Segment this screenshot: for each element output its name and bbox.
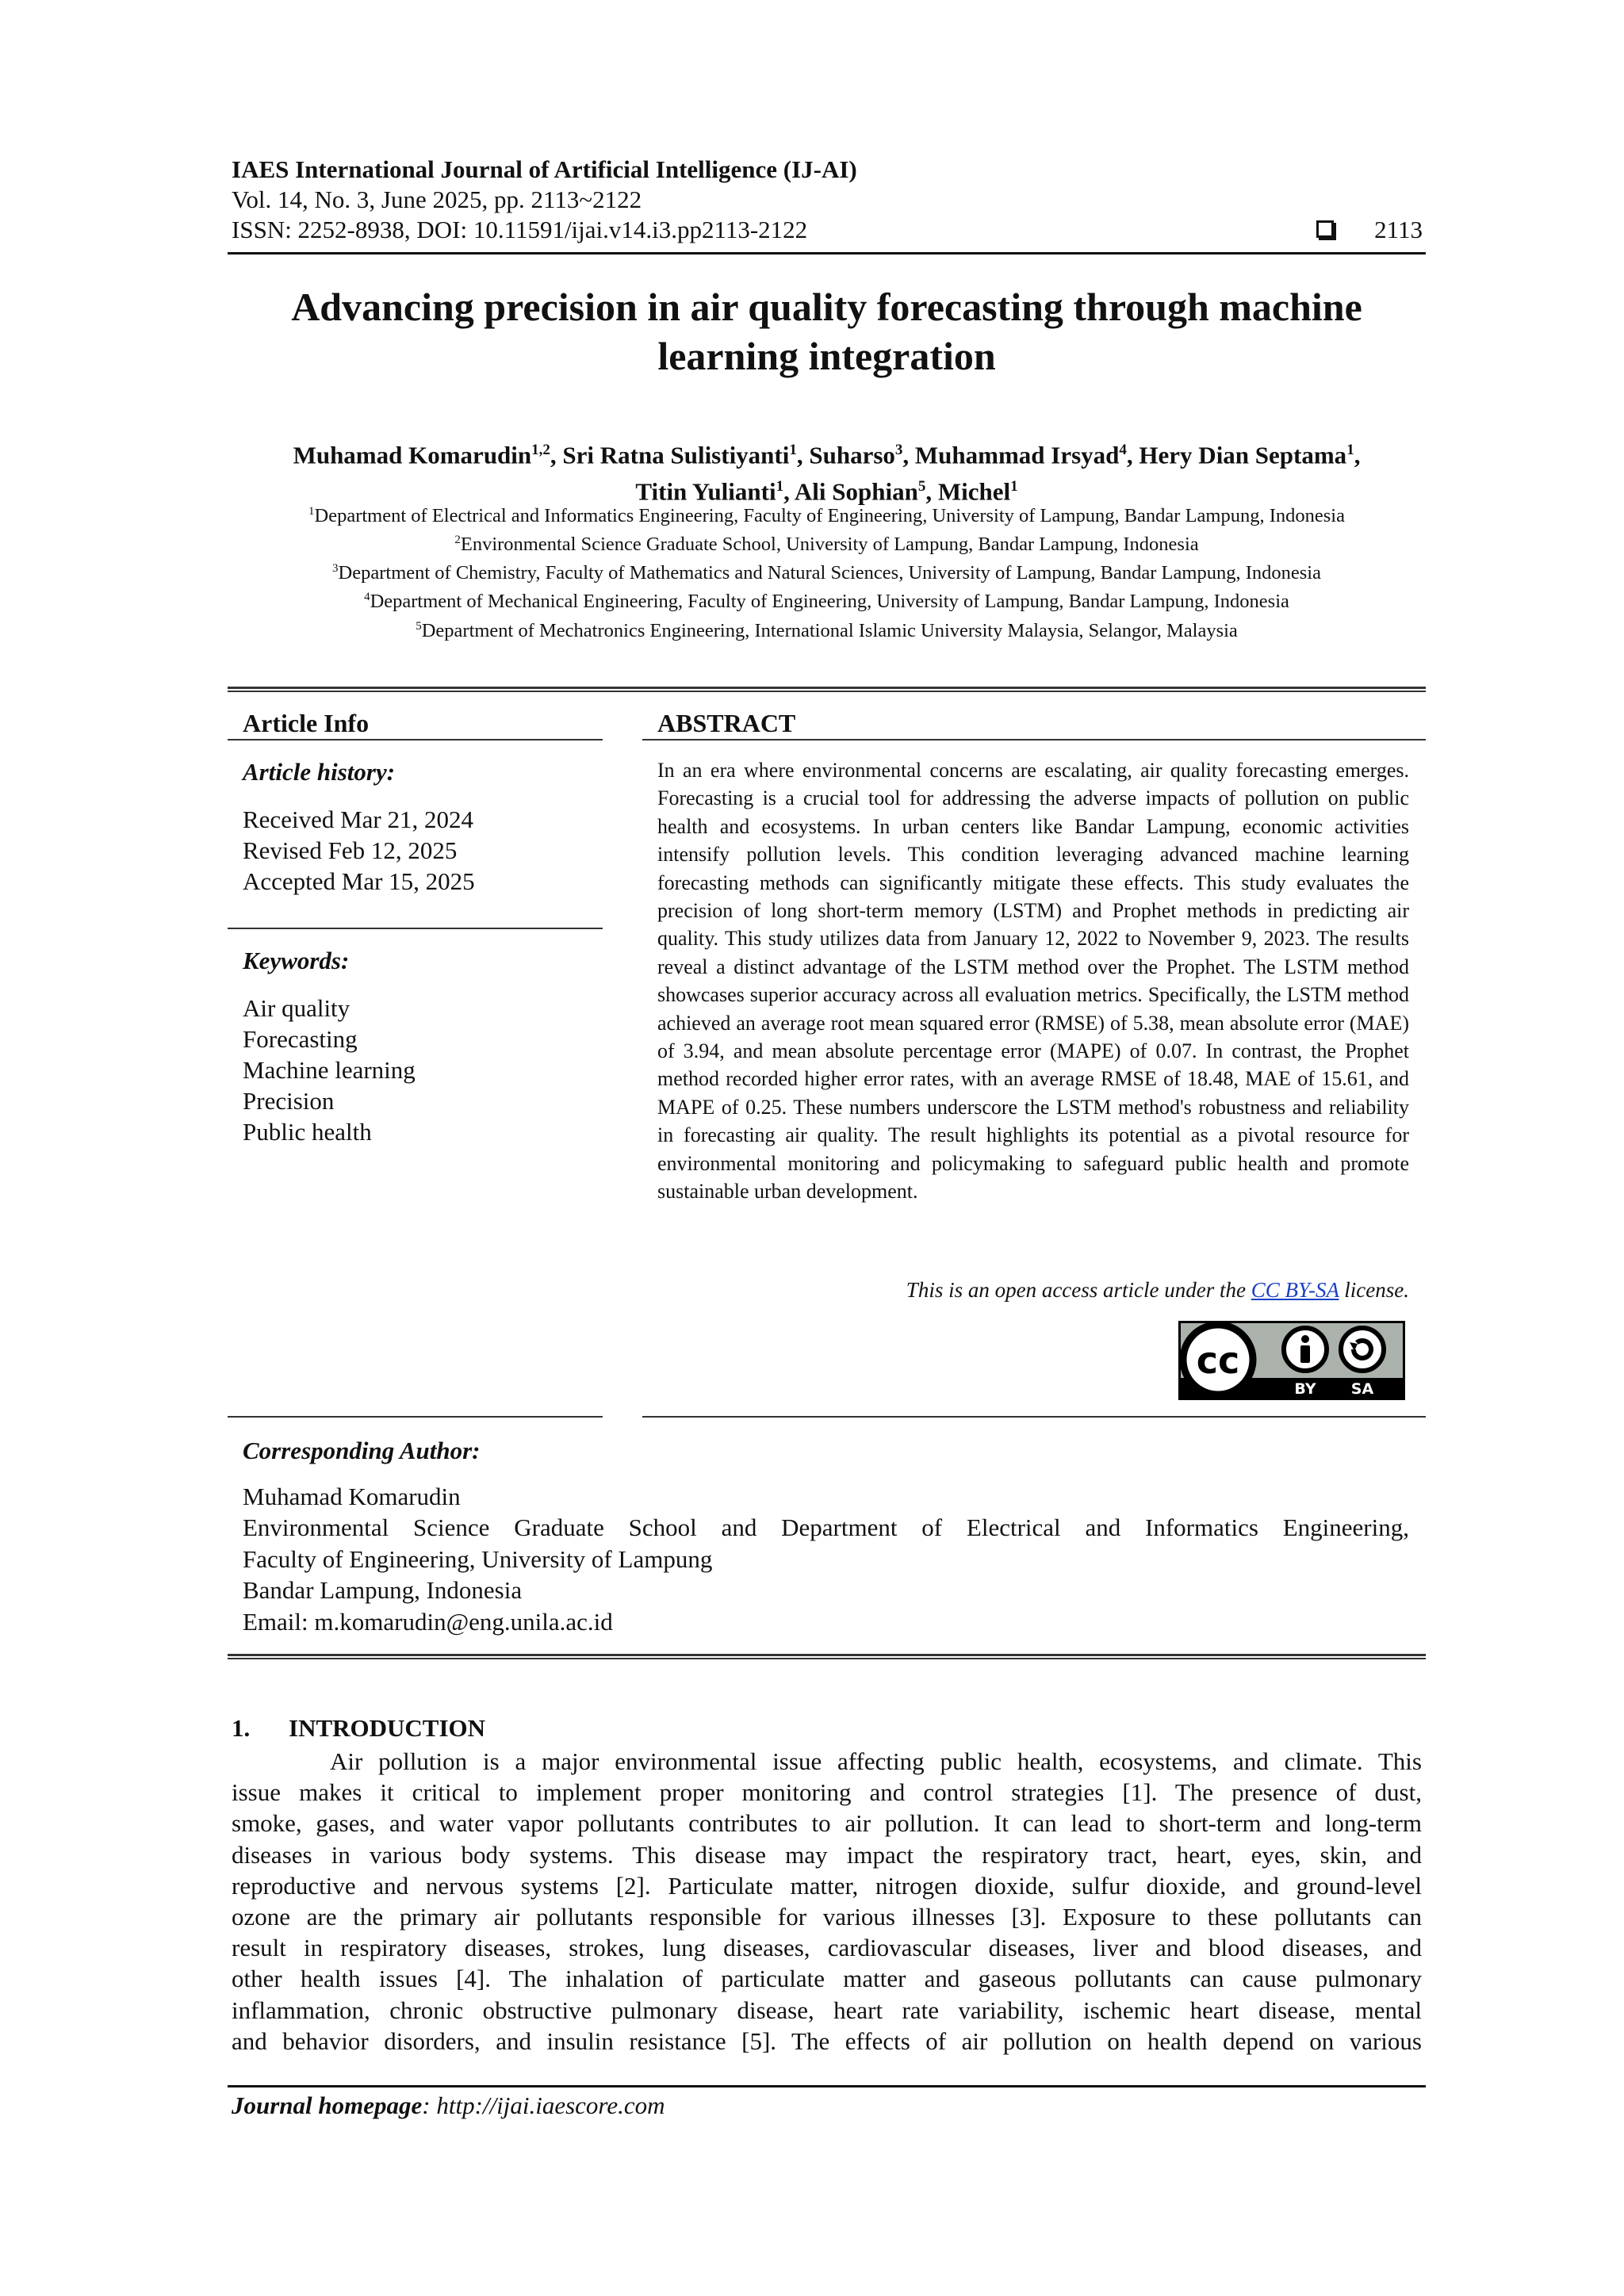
left-column-rule <box>228 928 603 929</box>
keywords-list <box>243 993 416 1147</box>
abstract-text: In an era where environmental concerns are escalating, air quality forecasting emerges. Forecasting is a crucial tool for addressing the adverse impacts of pollution on public health and ecosystems. In urban centers like Bandar Lampung, economic activities intensify pollution levels. This condition leveraging advanced machine learning forecasting methods can significantly mitigate these effects. This study evaluates the precision of long short-term memory (LSTM) and Prophet methods in predicting air quality. This study utilizes data from January 12, 2022 to November 9, 2023. The results reveal a distinct advantage of the LSTM method over the Prophet. The LSTM method showcases superior accuracy across all evaluation metrics. Specifically, the LSTM method achieved an average root mean squared error (RMSE) of 5.38, mean absolute error (MAE) of 3.94, and mean absolute percentage error (MAPE) of 0.07. In contrast, the Prophet method recorded higher error rates, with an average RMSE of 18.48, MAE of 15.61, and MAPE of 0.25. These numbers underscore the LSTM method's robustness and reliability in forecasting air quality. The result highlights its potential as a pivotal resource for environmental monitoring and policymaking to safeguard public health and promote sustainable urban development. <box>657 759 1409 1203</box>
affiliation <box>228 528 1426 557</box>
author-name: Michel <box>937 477 1011 506</box>
author-name: Hery Dian Septama <box>1139 441 1347 469</box>
corresponding-author-heading: Corresponding Author: <box>243 1437 481 1464</box>
intro-line: reproductive and nervous systems [2]. Particulate matter, nitrogen dioxide, sulfur dioxide, and ground-level <box>232 1871 1422 1900</box>
person-body <box>1300 1345 1310 1363</box>
info-box-bottom-rule <box>228 1654 1426 1659</box>
info-box-top-rule <box>228 687 1426 692</box>
history-received: Received Mar 21, 2024 <box>243 806 473 833</box>
right-column-rule <box>642 1416 1426 1418</box>
volume-line: Vol. 14, No. 3, June 2025, pp. 2113~2122 <box>232 186 642 213</box>
affiliation-sup: 3 <box>332 562 339 576</box>
author-name: Muhamad Komarudin <box>293 441 532 469</box>
author-sup: 1 <box>1346 442 1354 458</box>
author-name: Ali Sophian <box>794 477 918 506</box>
right-column-rule <box>642 739 1426 740</box>
author-sup: 1 <box>1010 478 1018 496</box>
cc-mark: cc <box>1196 1339 1240 1382</box>
intro-line: issue makes it critical to implement proper monitoring and control strategies [1]. The presence of dust, <box>232 1778 1422 1807</box>
open-access-note <box>657 1278 1409 1303</box>
affiliation-sup: 1 <box>308 505 315 518</box>
author-list: Muhamad Komarudin$^{1,2}$, Sri Ratna Sulistiyanti$^1$, Suharso$^3$, Muhammad Irsyad$^4$, Hery Dian Septama$^1$, Titin Yulianti$^1$, Ali Sophian$^5$, Michel$^1$ <box>293 441 1361 506</box>
author-name: Sri Ratna Sulistiyanti <box>562 441 790 469</box>
page-box-icon <box>1316 220 1334 238</box>
header-rule <box>228 252 1426 254</box>
keyword: Machine learning <box>243 1056 416 1084</box>
intro-line: inflammation, chronic obstructive pulmonary disease, heart rate variability, ischemic heart disease, mental <box>232 1996 1422 2024</box>
footer-rule <box>228 2085 1426 2087</box>
corresponding-author-block <box>243 1481 1409 1637</box>
author-name: Muhammad Irsyad <box>914 441 1120 469</box>
homepage-url[interactable]: : http://ijai.iaescore.com <box>422 2091 665 2119</box>
affiliation-text: Department of Chemistry, Faculty of Mathematics and Natural Sciences, University of Lampung, Bandar Lampung, Indonesia <box>338 562 1321 584</box>
affiliation-text: Department of Mechanical Engineering, Faculty of Engineering, University of Lampung, Bandar Lampung, Indonesia <box>370 591 1289 613</box>
intro-line: ozone are the primary air pollutants responsible for various illnesses [3]. Exposure to these pollutants can <box>232 1903 1422 1931</box>
intro-line: result in respiratory diseases, strokes, lung diseases, cardiovascular diseases, liver and blood diseases, and <box>232 1934 1422 1962</box>
keyword: Air quality <box>243 994 350 1022</box>
intro-line: and behavior disorders, and insulin resistance [5]. The effects of air pollution on health depend on various <box>232 2026 1422 2055</box>
license-suffix: license. <box>1339 1278 1409 1302</box>
affiliation-text: Environmental Science Graduate School, University of Lampung, Bandar Lampung, Indonesia <box>460 534 1199 556</box>
article-info-heading: Article Info <box>243 709 370 737</box>
cc-by-sa-badge-icon[interactable] <box>1178 1321 1405 1400</box>
homepage-label: Journal homepage <box>232 2091 423 2119</box>
author-sup: 1,2 <box>531 442 550 458</box>
cc-by-sa-link[interactable]: CC BY-SA <box>1251 1278 1339 1302</box>
section-heading <box>232 1714 485 1743</box>
author-sup: 1 <box>776 478 784 496</box>
license-prefix: This is an open access article under the <box>906 1278 1251 1302</box>
author-name: Suharso <box>809 441 895 469</box>
affiliation <box>228 557 1426 585</box>
intro-line: diseases in various body systems. This disease may impact the respiratory tract, heart, eyes, skin, and <box>232 1840 1422 1869</box>
paper-title: Advancing precision in air quality forecasting through machine learning integration <box>291 285 1362 378</box>
affiliation-text: Department of Electrical and Informatics Engineering, Faculty of Engineering, University of Lampung, Bandar Lampung, Indonesia <box>314 505 1345 527</box>
corresponding-email: Email: m.komarudin@eng.unila.ac.id <box>243 1607 613 1636</box>
corresponding-affiliation: Environmental Science Graduate School and Department of Electrical and Informatics Engineering, <box>243 1513 1409 1542</box>
section-number: 1. <box>232 1714 251 1742</box>
history-revised: Revised Feb 12, 2025 <box>243 836 458 864</box>
left-column-rule <box>228 739 603 740</box>
keywords-heading: Keywords: <box>243 947 350 974</box>
badge-sa-label: SA <box>1350 1380 1374 1398</box>
corresponding-name: Muhamad Komarudin <box>243 1483 461 1510</box>
intro-line: other health issues [4]. The inhalation of particulate matter and gaseous pollutants can cause pulmonary <box>232 1965 1422 1993</box>
page-number: 2113 <box>1374 216 1423 243</box>
journal-name: IAES International Journal of Artificial Intelligence (IJ-AI) <box>232 155 857 183</box>
affiliation-sup: 4 <box>364 591 370 604</box>
affiliation <box>228 499 1426 528</box>
abstract-heading: ABSTRACT <box>657 709 796 737</box>
introduction-text <box>232 1746 1422 2057</box>
affiliation <box>228 585 1426 614</box>
sa-share-icon <box>1341 1328 1384 1371</box>
author-sup: 5 <box>917 478 926 496</box>
history-heading: Article history: <box>243 758 396 786</box>
keyword: Public health <box>243 1118 372 1146</box>
keyword: Forecasting <box>243 1025 358 1053</box>
affiliation <box>228 614 1426 643</box>
history-accepted: Accepted Mar 15, 2025 <box>243 867 475 895</box>
author-sup: 1 <box>789 442 797 458</box>
person-head <box>1301 1335 1309 1343</box>
section-title: INTRODUCTION <box>289 1714 486 1742</box>
author-sup: 4 <box>1119 442 1127 458</box>
affiliation-list <box>228 499 1426 643</box>
corresponding-affiliation-cont: Faculty of Engineering, University of Lampung <box>243 1544 713 1573</box>
intro-line: Air pollution is a major environmental issue affecting public health, ecosystems, and climate. This <box>330 1747 1422 1775</box>
corresponding-city: Bandar Lampung, Indonesia <box>243 1576 523 1605</box>
intro-line: smoke, gases, and water vapor pollutants contributes to air pollution. It can lead to short-term and long-term <box>232 1809 1422 1838</box>
journal-homepage <box>232 2091 665 2120</box>
affiliation-sup: 2 <box>454 534 461 547</box>
issn-line: ISSN: 2252-8938, DOI: 10.11591/ijai.v14.i3.pp2113-2122 <box>232 216 808 243</box>
author-name: Titin Yulianti <box>635 477 776 506</box>
author-sup: 3 <box>894 442 903 458</box>
keyword: Precision <box>243 1087 335 1115</box>
affiliation-text: Department of Mechatronics Engineering, International Islamic University Malaysia, Selangor, Malaysia <box>421 619 1238 641</box>
affiliation-sup: 5 <box>416 619 422 633</box>
badge-by-label: BY <box>1294 1380 1316 1398</box>
left-column-rule <box>228 1416 603 1418</box>
history-list <box>243 804 475 897</box>
